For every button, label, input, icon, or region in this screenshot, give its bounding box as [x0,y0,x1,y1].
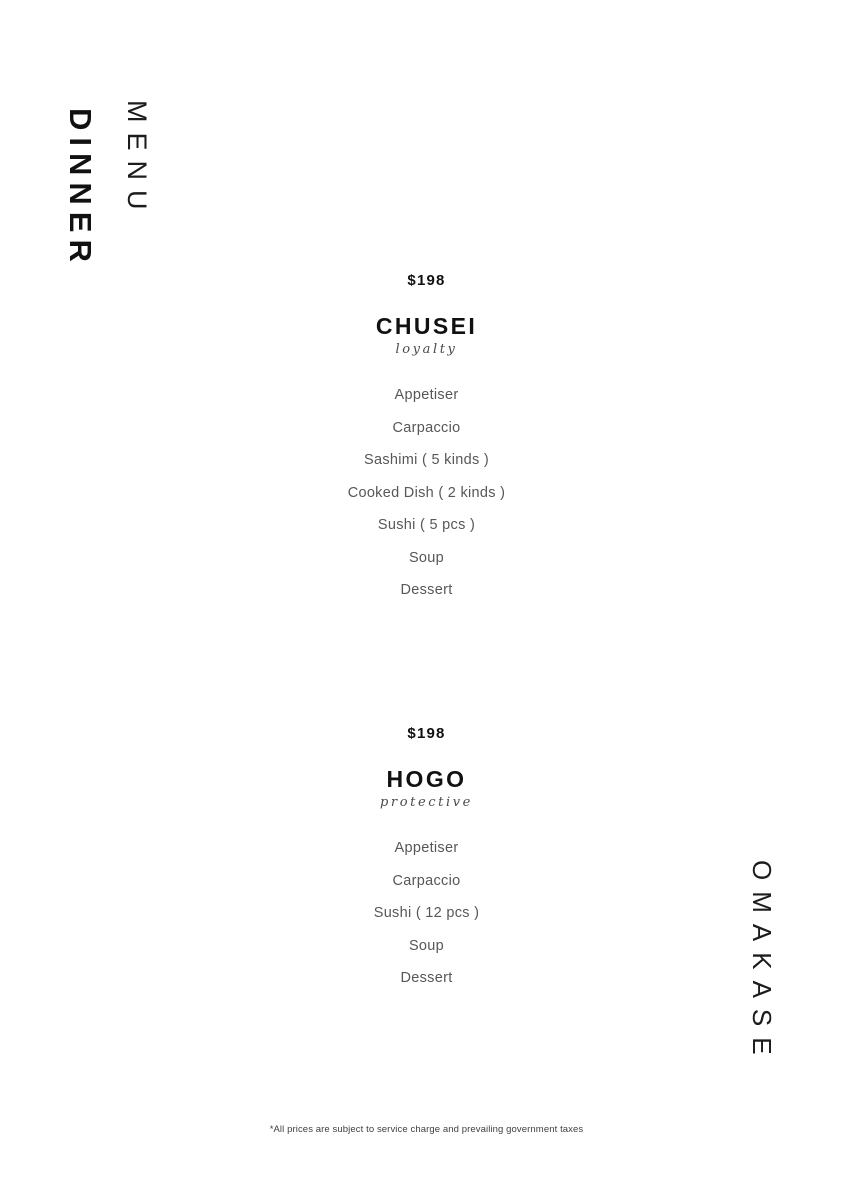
headline-menu: MENU [122,100,152,220]
list-item: Cooked Dish ( 2 kinds ) [347,484,506,501]
set-subtitle: protective [380,795,473,810]
set-name: HOGO [386,766,467,792]
course-list [0,832,853,995]
list-item: Soup [408,937,445,954]
list-item: Appetiser [394,387,459,403]
headline-dinner: DINNER [63,108,98,269]
list-item: Carpaccio [392,872,461,889]
set-subtitle: loyalty [395,342,458,357]
set-price: $198 [407,272,446,289]
list-item: Soup [408,549,445,566]
set-name: CHUSEI [375,313,478,339]
list-item: Dessert [400,582,453,598]
list-item: Dessert [400,970,453,986]
footer-note: *All prices are subject to service charge and prevailing government taxes [269,1124,584,1135]
menu-set-chusei [0,272,853,607]
list-item: Sushi ( 12 pcs ) [373,905,480,921]
list-item: Sushi ( 5 pcs ) [377,517,476,533]
menu-set-hogo [0,725,853,995]
course-list [0,379,853,607]
set-price: $198 [407,725,446,742]
list-item: Carpaccio [392,419,461,436]
list-item: Appetiser [394,840,459,856]
omakase-label [747,860,797,1100]
list-item: Sashimi ( 5 kinds ) [364,452,489,468]
omakase-label-text: OMAKASE [747,860,777,1066]
